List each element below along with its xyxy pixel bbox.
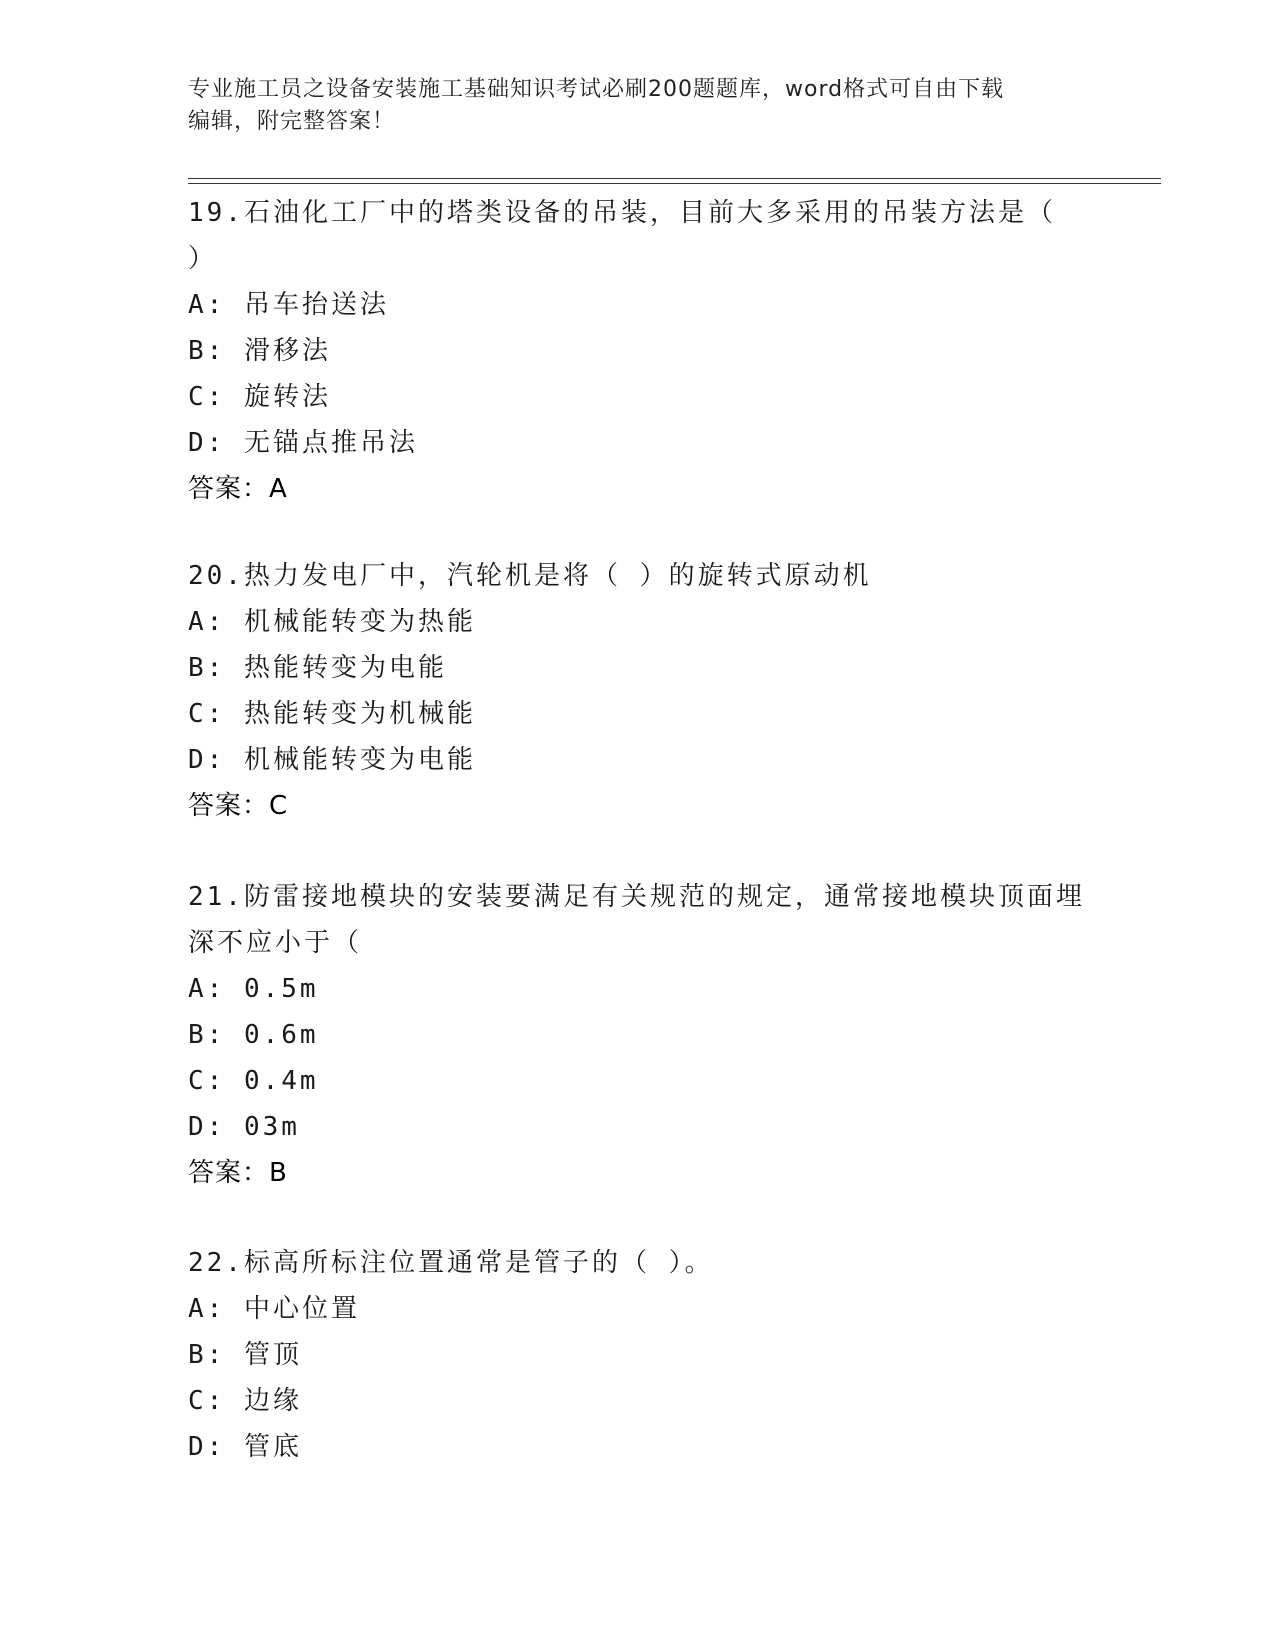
document-header: [188, 74, 1068, 138]
option-d: D: 03m: [188, 1112, 300, 1142]
answer-label: 答案：A: [188, 474, 288, 504]
answer-label: 答案：B: [188, 1158, 288, 1188]
question-stem-line-1: 21.防雷接地模块的安装要满足有关规范的规定，通常接地模块顶面埋: [188, 882, 1085, 912]
question-21: [188, 874, 1088, 1196]
option-c: C: 边缘: [188, 1386, 302, 1416]
option-b: B: 热能转变为电能: [188, 653, 447, 683]
question-22: [188, 1240, 1088, 1470]
option-a: A: 0.5m: [188, 974, 319, 1004]
question-stem-line-2: ）: [188, 244, 218, 274]
question-19: [188, 190, 1088, 512]
answer-label: 答案：C: [188, 791, 289, 821]
option-b: B: 管顶: [188, 1340, 302, 1370]
option-c: C: 旋转法: [188, 382, 331, 412]
option-d: D: 无锚点推吊法: [188, 428, 418, 458]
option-d: D: 机械能转变为电能: [188, 745, 476, 775]
question-stem-line-1: 20.热力发电厂中，汽轮机是将（ ）的旋转式原动机: [188, 561, 872, 591]
header-divider-bottom: [188, 183, 1161, 184]
question-stem-line-2: 深不应小于（: [188, 928, 363, 958]
question-20: [188, 553, 1088, 829]
header-line-1: 专业施工员之设备安装施工基础知识考试必刷200题题库，word格式可自由下载: [188, 77, 1005, 102]
header-line-2: 编辑，附完整答案！: [188, 109, 396, 134]
option-a: A: 机械能转变为热能: [188, 607, 476, 637]
question-stem-line-1: 19.石油化工厂中的塔类设备的吊装，目前大多采用的吊装方法是（: [188, 198, 1056, 228]
option-c: C: 热能转变为机械能: [188, 699, 476, 729]
option-a: A: 中心位置: [188, 1294, 360, 1324]
option-a: A: 吊车抬送法: [188, 290, 389, 320]
question-stem-line-1: 22.标高所标注位置通常是管子的（ ）。: [188, 1248, 714, 1278]
option-b: B: 滑移法: [188, 336, 331, 366]
header-divider-top: [188, 178, 1161, 179]
option-d: D: 管底: [188, 1432, 302, 1462]
option-b: B: 0.6m: [188, 1020, 319, 1050]
option-c: C: 0.4m: [188, 1066, 319, 1096]
